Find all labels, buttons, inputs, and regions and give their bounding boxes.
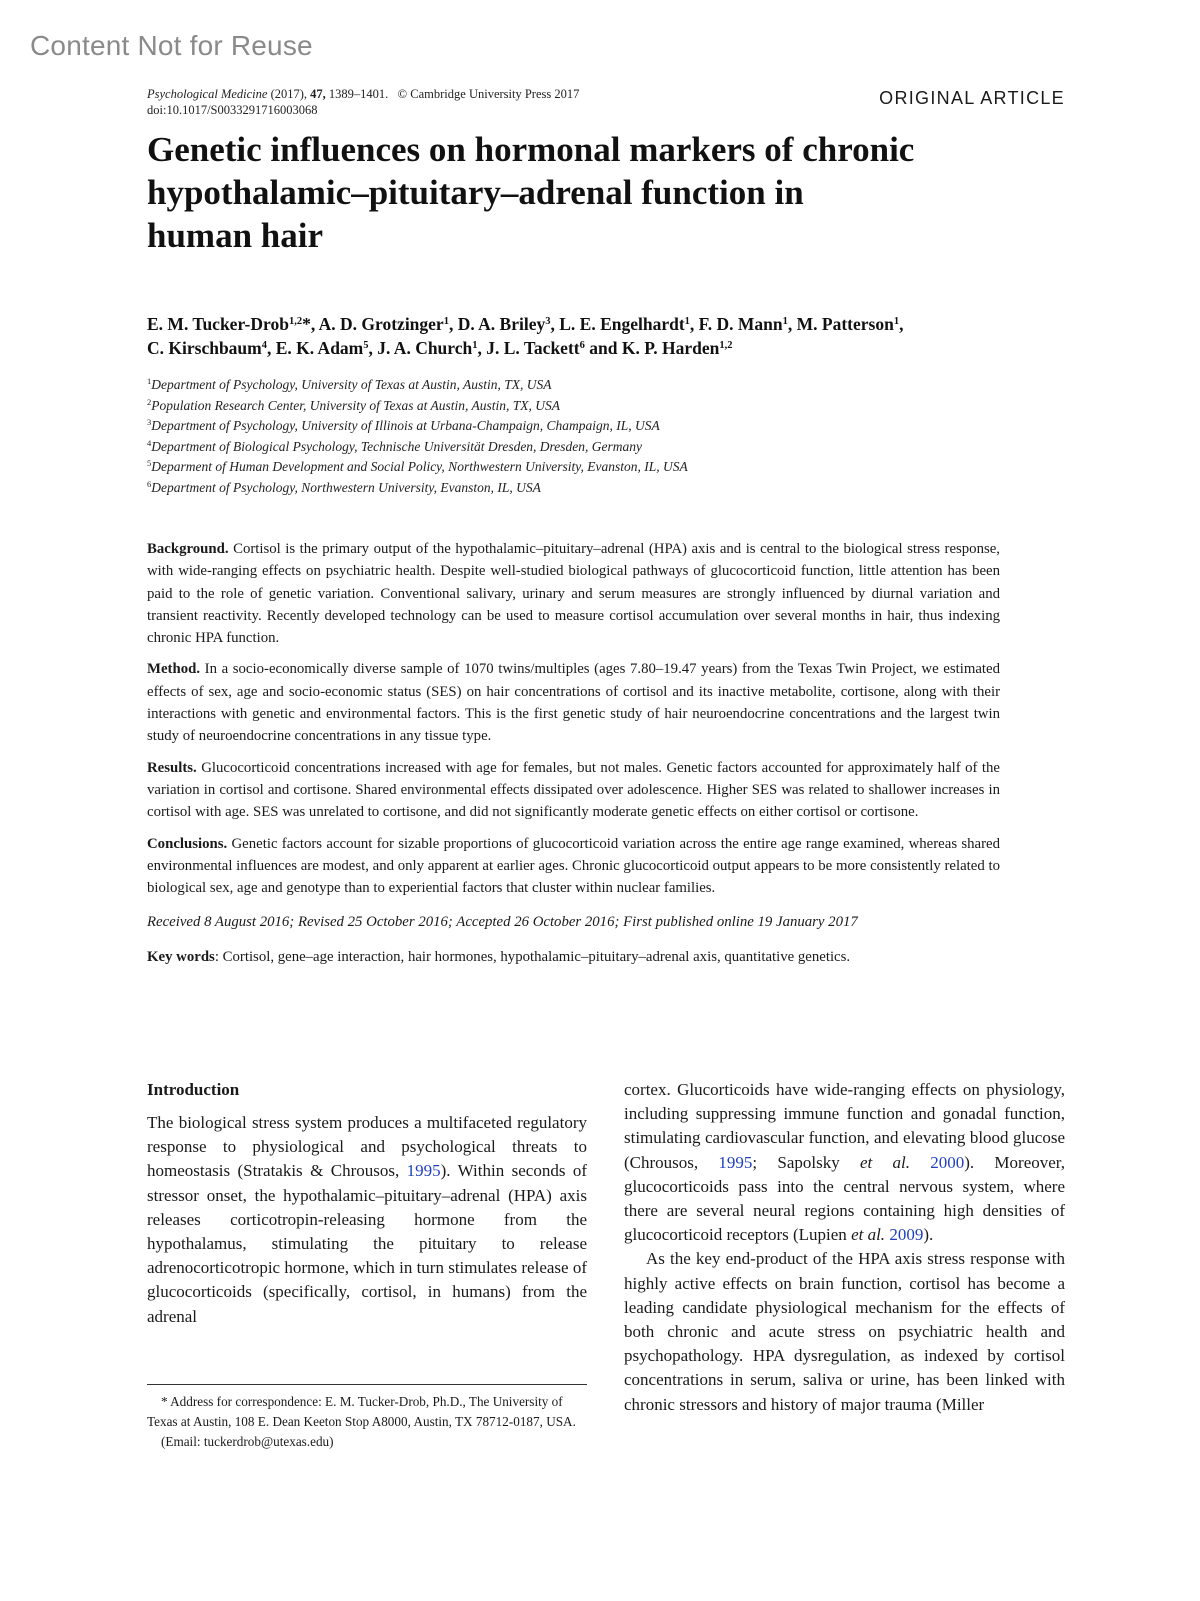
- watermark: Content Not for Reuse: [30, 30, 313, 61]
- body-column-left: [147, 1078, 587, 1329]
- section-heading-introduction: Introduction: [147, 1080, 240, 1099]
- affiliation-item: $^6$Department of Psychology, Northwestern University, Evanston, IL, USA: [147, 478, 541, 495]
- author: J. L. Tackett$^6$: [486, 338, 585, 358]
- affiliation-item: $^2$Population Research Center, University of Texas at Austin, Austin, TX, USA: [147, 396, 560, 413]
- title-line-3: human hair: [147, 216, 324, 255]
- affiliation-item: $^4$Department of Biological Psychology, Technische Universität Dresden, Dresden, Germany: [147, 437, 643, 454]
- footnote-address: * Address for correspondence: E. M. Tucker-Drob, Ph.D., The University of Texas at Austin, 108 E. Dean Keeton Stop A8000, Austin, TX 78712-0187, USA.: [147, 1394, 576, 1429]
- journal-name: Psychological Medicine: [147, 87, 268, 101]
- publication-dates: Received 8 August 2016; Revised 25 October 2016; Accepted 26 October 2016; First published online 19 January 2017: [147, 914, 858, 931]
- article-title: [147, 128, 1007, 257]
- author: E. M. Tucker-Drob$^{1,2}$*: [147, 314, 311, 334]
- journal-pages: 1389–1401.: [328, 87, 389, 101]
- author: K. P. Harden$^{1,2}$: [621, 338, 733, 358]
- citation-link[interactable]: 2009: [889, 1225, 924, 1245]
- author: L. E. Engelhardt$^1$: [559, 314, 690, 334]
- footnote-divider: [147, 1384, 587, 1385]
- affiliation-item: $^5$Deparment of Human Development and Social Policy, Northwestern University, Evanston, IL, USA: [147, 458, 688, 474]
- title-line-1: Genetic influences on hormonal markers of chronic: [147, 130, 915, 169]
- abstract-background: Background. Cortisol is the primary output of the hypothalamic–pituitary–adrenal (HPA) axis and is central to the biological stress response, with wide-ranging effects on psychiatric health. Despite well-studied biological pathways of glucocorticoid function, little attention has been paid to the role of genetic variation. Conventional salivary, urinary and serum measures are strongly influenced by diurnal variation and transient reactivity. Recently developed technology can be used to measure cortisol accumulation over several months in hair, thus indexing chronic HPA function.: [147, 541, 1000, 647]
- author: J. A. Church$^1$: [377, 338, 478, 358]
- intro-paragraph-1-continued: cortex. Glucorticoids have wide-ranging effects on physiology, including suppressing immune function and gonadal function, stimulating cardiovascular function, and elevating blood glucose (Chrousos, 1995; Sapolsky et al. 2000). Moreover, glucocorticoids pass into the central nervous system, where there are several neural regions containing high densities of glucocorticoid receptors (Lupien et al. 2009).: [624, 1080, 1066, 1245]
- journal-copyright: © Cambridge University Press 2017: [397, 87, 580, 101]
- author: E. K. Adam$^5$: [275, 338, 369, 358]
- author: D. A. Briley$^3$: [457, 314, 551, 334]
- intro-paragraph-2: As the key end-product of the HPA axis stress response with highly active effects on brain function, cortisol has become a leading candidate physiological mechanism for the effects of both chronic and acute stress on psychiatric health and psychopathology. HPA dysregulation, as indexed by cortisol concentrations in serum, saliva or urine, has been linked with chronic stressors and history of major trauma (Miller: [624, 1249, 1065, 1414]
- correspondence-footnote: [147, 1392, 587, 1452]
- affiliation-list: [147, 375, 688, 498]
- abstract: [147, 538, 1000, 977]
- body-column-right: [624, 1078, 1065, 1417]
- affiliation-item: $^1$Department of Psychology, University of Texas at Austin, Austin, TX, USA: [147, 376, 552, 392]
- title-line-2: hypothalamic–pituitary–adrenal function in: [147, 173, 804, 212]
- intro-paragraph-1: The biological stress system produces a multifaceted regulatory response to physiological and psychological threats to homeostasis (Stratakis & Chrousos, 1995). Within seconds of stressor onset, the hypothalamic–pituitary–adrenal (HPA) axis releases corticotropin-releasing hormone from the hypothalamus, stimulating the pituitary to release adrenocorticotropic hormone, which in turn stimulates release of glucocorticoids (specifically, cortisol, in humans) from the adrenal: [147, 1113, 588, 1326]
- author: A. D. Grotzinger$^1$: [318, 314, 449, 334]
- author: F. D. Mann$^1$: [698, 314, 788, 334]
- author: M. Patterson$^1$: [796, 314, 900, 334]
- affiliation-item: $^3$Department of Psychology, University of Illinois at Urbana-Champaign, Champaign, IL, USA: [147, 417, 660, 433]
- author-list: E. M. Tucker-Drob$^{1,2}$*, A. D. Grotzinger$^1$, D. A. Briley$^3$, L. E. Engelhardt$^1$, F. D. Mann$^1$, M. Patterson$^1$, C. Kirschbaum$^4$, E. K. Adam$^5$, J. A. Church$^1$, J. L. Tackett$^6$ and K. P. Harden$^{1,2}$: [147, 314, 904, 358]
- citation-link[interactable]: 1995: [718, 1152, 753, 1172]
- article-type: ORIGINAL ARTICLE: [879, 88, 1065, 108]
- journal-volume: 47,: [310, 87, 326, 101]
- journal-year: (2017),: [270, 87, 308, 101]
- abstract-method: Method. In a socio-economically diverse sample of 1070 twins/multiples (ages 7.80–19.47 years) from the Texas Twin Project, we estimated effects of sex, age and socio-economic status (SES) on hair concentrations of cortisol and its inactive metabolite, cortisone, along with their interactions with genetic and environmental factors. This is the first genetic study of hair neuroendocrine concentrations and the largest twin study of neuroendocrine concentrations in any tissue type.: [147, 661, 1000, 745]
- footnote-email[interactable]: (Email: tuckerdrob@utexas.edu): [161, 1434, 334, 1449]
- journal-citation: [147, 86, 579, 102]
- abstract-results: Results. Glucocorticoid concentrations increased with age for females, but not males. Genetic factors accounted for approximately half of the variation in cortisol and cortisone. Shared environmental effects dissipated over adolescence. Higher SES was related to shallower increases in cortisol with age. SES was unrelated to cortisone, and did not significantly moderate genetic effects on either cortisol or cortisone.: [147, 759, 1000, 821]
- citation-link[interactable]: 1995: [406, 1161, 441, 1181]
- keywords: Key words: Cortisol, gene–age interaction, hair hormones, hypothalamic–pituitary–adrenal axis, quantitative genetics.: [147, 948, 851, 965]
- journal-info: [147, 86, 579, 118]
- author: C. Kirschbaum$^4$: [147, 338, 267, 358]
- citation-link[interactable]: 2000: [930, 1152, 965, 1172]
- journal-doi[interactable]: doi:10.1017/S0033291716003068: [147, 103, 318, 117]
- abstract-conclusions: Conclusions. Genetic factors account for sizable proportions of glucocorticoid variation across the entire age range examined, whereas shared environmental influences are modest, and only apparent at earlier ages. Chronic glucocorticoid output appears to be more consistently related to biological sex, age and genotype than to experiential factors that cluster within nuclear families.: [147, 835, 1000, 897]
